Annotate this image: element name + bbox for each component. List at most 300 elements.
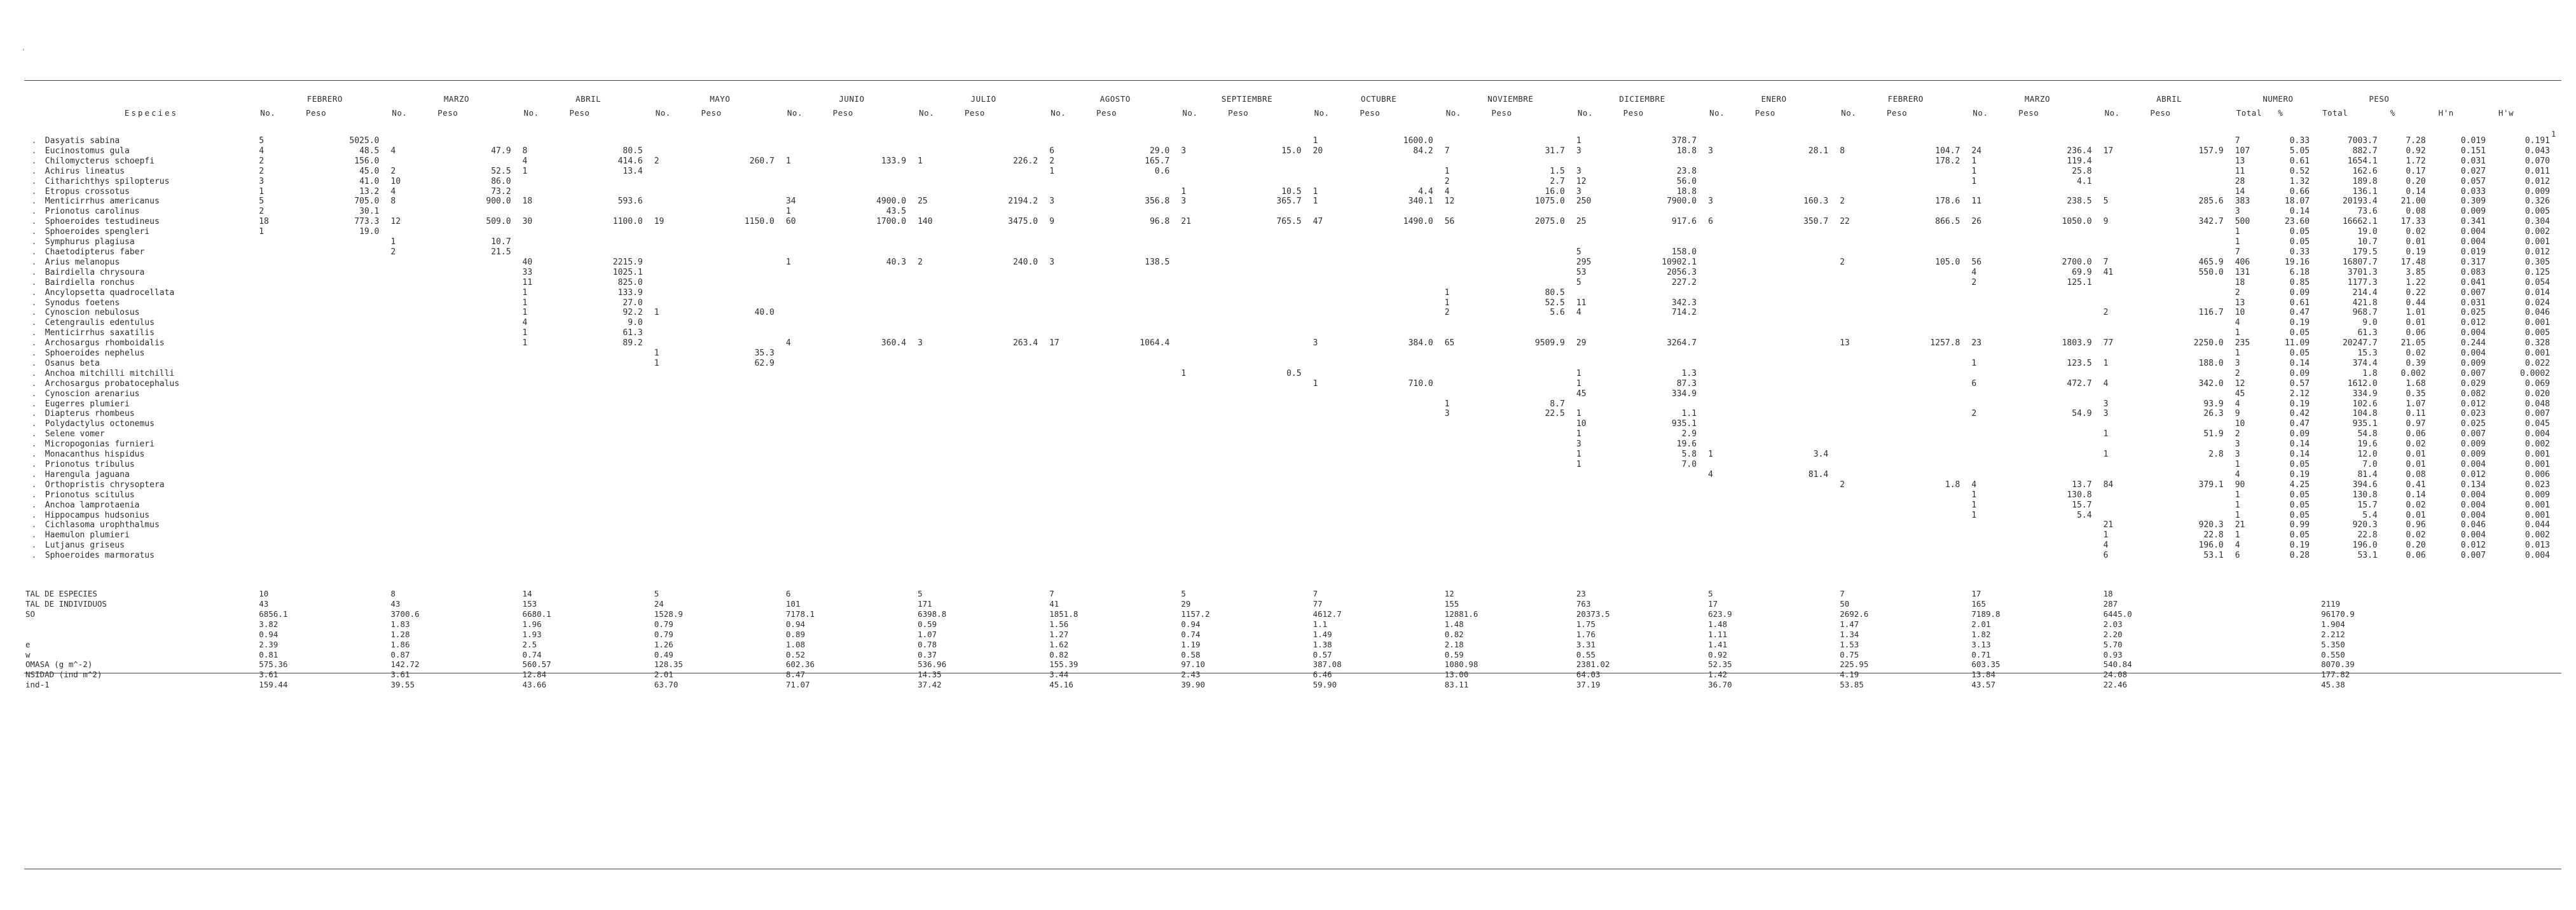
- total-weight: 19.6: [2357, 439, 2378, 450]
- month-count: [1313, 227, 1359, 237]
- month-weight: 188.0: [2198, 358, 2224, 368]
- month-weight: [1885, 460, 1971, 470]
- month-weight: [436, 136, 522, 146]
- summary-value: 12881.6: [1444, 609, 1478, 619]
- month-weight: [1885, 136, 1971, 146]
- month-weight: [436, 460, 522, 470]
- hn-value: 0.025: [2460, 419, 2486, 429]
- month-weight: [1227, 237, 1312, 247]
- month-count: 8: [390, 196, 396, 207]
- month-count: [1708, 288, 1754, 298]
- month-count: 1: [654, 348, 659, 359]
- month-weight: [700, 460, 786, 470]
- species-name: Prionotus carolinus: [45, 207, 140, 217]
- hn-value: 0.007: [2460, 368, 2486, 378]
- month-count: 17: [1049, 338, 1059, 348]
- month-weight: 227.2: [1671, 277, 1697, 287]
- row-bullet: .: [31, 469, 37, 479]
- month-count: [523, 490, 568, 500]
- month-count: 19: [654, 217, 665, 227]
- weight-percent: 0.02: [2406, 227, 2426, 237]
- month-count: [259, 409, 305, 419]
- summary-value: 0.82: [1049, 649, 1069, 659]
- month-count: [1840, 439, 1885, 450]
- summary-value: 2.43: [1181, 670, 1201, 680]
- month-count: [1181, 177, 1227, 187]
- month-count: [918, 460, 963, 470]
- summary-row: [24, 619, 2561, 630]
- summary-value: 1.34: [1840, 629, 1859, 639]
- month-count: [786, 298, 832, 308]
- month-count: [1445, 258, 1491, 268]
- month-count: 4: [785, 338, 791, 348]
- row-bullet: .: [31, 490, 37, 500]
- month-weight: 53.1: [2203, 551, 2224, 561]
- month-weight: [832, 227, 918, 237]
- month-weight: [832, 328, 918, 338]
- month-weight: [963, 298, 1049, 308]
- month-weight: 465.9: [2198, 257, 2224, 267]
- month-count: [1313, 369, 1359, 379]
- total-weight: 15.3: [2357, 348, 2378, 359]
- hn-value: 0.012: [2460, 541, 2486, 551]
- month-count: [259, 470, 305, 480]
- month-count: [1840, 237, 1885, 247]
- month-count: [1313, 268, 1359, 278]
- total-count: 12: [2235, 378, 2245, 389]
- month-count: [523, 470, 568, 480]
- month-weight: [700, 409, 786, 419]
- month-count: [523, 419, 568, 429]
- month-weight: [832, 409, 918, 419]
- month-weight: [436, 379, 522, 389]
- hn-value: 0.025: [2460, 308, 2486, 318]
- month-count: [918, 177, 963, 187]
- month-count: [390, 298, 436, 308]
- weight-percent: 0.01: [2406, 510, 2426, 520]
- month-weight: 263.4: [1013, 338, 1038, 348]
- month-count: 3: [2103, 399, 2109, 409]
- summary-spacer: [2437, 599, 2561, 609]
- total-weight: 5.4: [2362, 510, 2378, 520]
- month-weight: [2149, 207, 2235, 217]
- total-weight: 334.9: [2352, 389, 2378, 399]
- month-weight: [1885, 207, 1971, 217]
- month-weight: [436, 500, 522, 511]
- month-weight: [436, 318, 522, 328]
- month-weight: 2700.0: [2062, 257, 2092, 267]
- month-count: [1181, 480, 1227, 490]
- hn-value: 0.027: [2460, 166, 2486, 176]
- month-count: [1840, 227, 1885, 237]
- hn-value: 0.317: [2460, 257, 2486, 267]
- month-weight: [1885, 541, 1971, 551]
- month-count: [1971, 348, 2017, 359]
- month-weight: [1227, 490, 1312, 500]
- month-weight: [832, 399, 918, 410]
- summary-value: 97.10: [1181, 659, 1206, 670]
- total-weight: 15.7: [2357, 500, 2378, 510]
- month-count: [1181, 278, 1227, 288]
- summary-value: 0.94: [1181, 619, 1201, 629]
- month-weight: 45.0: [359, 166, 380, 176]
- no-column-header: No.: [1973, 108, 1988, 118]
- month-weight: [1885, 177, 1971, 187]
- month-count: [1840, 500, 1885, 511]
- month-count: [1840, 460, 1885, 470]
- species-name: Chilomycterus schoepfi: [45, 156, 155, 166]
- total-count: 7: [2235, 247, 2240, 257]
- month-count: [390, 470, 436, 480]
- month-weight: [1754, 379, 1840, 389]
- total-weight: 20247.7: [2342, 338, 2378, 348]
- summary-value: 3.44: [1049, 670, 1069, 680]
- month-weight: [1754, 530, 1840, 541]
- month-count: [390, 480, 436, 490]
- month-weight: [1754, 136, 1840, 146]
- total-count: 11: [2235, 166, 2245, 176]
- month-count: [918, 429, 963, 439]
- hw-value: 0.020: [2524, 389, 2550, 399]
- month-count: 1: [654, 308, 659, 318]
- month-weight: [700, 338, 786, 348]
- month-weight: [1491, 520, 1576, 530]
- month-header: ABRIL: [2156, 94, 2182, 104]
- month-header-row: [24, 90, 2561, 104]
- month-weight: 40.3: [886, 257, 907, 267]
- month-count: 1: [1971, 510, 1977, 520]
- species-row: [24, 450, 2561, 460]
- month-weight: 285.6: [2198, 196, 2224, 207]
- summary-value: 10: [259, 589, 269, 599]
- month-count: 34: [785, 196, 796, 207]
- month-weight: [436, 156, 522, 167]
- species-name: Anchoa lamprotaenia: [45, 500, 140, 510]
- month-weight: [832, 288, 918, 298]
- no-column-header: No.: [1709, 108, 1725, 118]
- species-name: Cynoscion nebulosus: [45, 308, 140, 318]
- month-weight: [700, 429, 786, 439]
- month-count: [1181, 520, 1227, 530]
- month-count: [1576, 480, 1622, 490]
- month-count: [1445, 541, 1491, 551]
- month-weight: [1095, 379, 1181, 389]
- month-weight: [1358, 500, 1444, 511]
- total-weight: 16662.1: [2342, 217, 2378, 227]
- count-percent: 0.66: [2289, 186, 2310, 196]
- month-weight: [700, 530, 786, 541]
- month-count: [786, 530, 832, 541]
- month-weight: [1754, 308, 1840, 318]
- summary-value: 1.75: [1576, 619, 1595, 629]
- month-count: [523, 227, 568, 237]
- month-weight: [1095, 298, 1181, 308]
- month-count: 2: [259, 207, 265, 217]
- month-weight: 2.8: [2208, 450, 2224, 460]
- total-count: 28: [2235, 176, 2245, 186]
- month-weight: [1491, 258, 1576, 268]
- peso-column-header: Peso: [1491, 108, 1512, 118]
- month-count: 8: [522, 146, 528, 156]
- month-weight: [1358, 258, 1444, 268]
- month-count: [786, 429, 832, 439]
- summary-spacer: [2235, 680, 2321, 690]
- month-weight: [568, 237, 654, 247]
- month-weight: 21.5: [491, 247, 511, 257]
- month-weight: [832, 146, 918, 156]
- month-count: 1: [2103, 358, 2109, 368]
- month-weight: [2149, 470, 2235, 480]
- month-weight: 4.4: [1418, 186, 1433, 196]
- summary-value: 1.96: [522, 619, 542, 629]
- count-percent: 0.19: [2289, 399, 2310, 409]
- summary-spacer: [2235, 609, 2321, 619]
- month-count: 53: [1576, 267, 1587, 277]
- no-column-header: No.: [655, 108, 671, 118]
- summary-row: [24, 659, 2561, 670]
- total-weight: 7.0: [2362, 460, 2378, 469]
- month-weight: [963, 520, 1049, 530]
- month-count: [390, 207, 436, 217]
- month-header: FEBRERO: [307, 94, 343, 104]
- month-count: [1313, 490, 1359, 500]
- summary-value: 29: [1181, 598, 1191, 609]
- month-weight: 40.0: [754, 308, 775, 318]
- species-name: Archosargus probatocephalus: [45, 378, 180, 389]
- species-name: Micropogonias furnieri: [45, 439, 155, 450]
- month-count: [1181, 288, 1227, 298]
- month-weight: [700, 500, 786, 511]
- peso-column-header: Peso: [1360, 108, 1381, 118]
- no-column-header: No.: [787, 108, 802, 118]
- month-weight: [436, 470, 522, 480]
- month-weight: [1885, 268, 1971, 278]
- month-count: [390, 359, 436, 369]
- month-count: [918, 439, 963, 450]
- month-weight: [963, 429, 1049, 439]
- month-weight: [305, 348, 390, 359]
- month-weight: [1227, 156, 1312, 167]
- month-weight: [700, 511, 786, 521]
- month-weight: [1754, 369, 1840, 379]
- month-weight: [1885, 288, 1971, 298]
- weight-percent: 0.14: [2406, 186, 2426, 196]
- month-weight: [568, 450, 654, 460]
- month-count: [786, 389, 832, 399]
- month-weight: [700, 167, 786, 177]
- month-weight: [2017, 470, 2103, 480]
- weight-percent: 1.68: [2406, 378, 2426, 389]
- month-weight: [700, 369, 786, 379]
- month-count: [654, 500, 700, 511]
- month-weight: [1358, 409, 1444, 419]
- month-count: [918, 278, 963, 288]
- total-weight: 130.8: [2352, 490, 2378, 500]
- species-name: Eucinostomus gula: [45, 146, 130, 156]
- hn-value: 0.009: [2460, 207, 2486, 217]
- month-count: [523, 460, 568, 470]
- month-weight: 13.7: [2072, 479, 2092, 490]
- row-bullet: .: [31, 136, 37, 146]
- species-row: [24, 530, 2561, 541]
- no-column-header: No.: [1445, 108, 1461, 118]
- month-count: [1840, 136, 1885, 146]
- month-count: [1576, 318, 1622, 328]
- month-weight: 18.8: [1676, 146, 1697, 156]
- month-count: [523, 409, 568, 419]
- month-count: [918, 551, 963, 561]
- peso-column-header: Peso: [1096, 108, 1117, 118]
- hw-value: 0.011: [2524, 166, 2550, 176]
- month-weight: [1754, 338, 1840, 348]
- peso-column-header: Peso: [437, 108, 458, 118]
- month-count: [1971, 520, 2017, 530]
- month-weight: [436, 520, 522, 530]
- summary-value: 0.79: [654, 619, 673, 629]
- month-count: [390, 318, 436, 328]
- month-count: [654, 379, 700, 389]
- month-weight: [1491, 419, 1576, 429]
- summary-value: 540.84: [2103, 659, 2132, 670]
- month-weight: [1227, 541, 1312, 551]
- summary-value: 45.16: [1049, 680, 1073, 690]
- month-weight: 29.0: [1150, 146, 1170, 156]
- month-header: AGOSTO: [1099, 94, 1131, 104]
- month-weight: [2017, 227, 2103, 237]
- summary-row: [24, 650, 2561, 660]
- month-weight: [305, 359, 390, 369]
- summary-value: 1080.98: [1444, 659, 1478, 670]
- month-weight: [1885, 318, 1971, 328]
- total-weight: 81.4: [2357, 469, 2378, 479]
- month-count: [786, 328, 832, 338]
- month-count: [259, 369, 305, 379]
- month-weight: [1491, 227, 1576, 237]
- month-weight: [1227, 136, 1312, 146]
- month-weight: [2017, 348, 2103, 359]
- month-count: [1049, 298, 1095, 308]
- month-weight: 56.0: [1676, 176, 1697, 186]
- month-weight: [2017, 460, 2103, 470]
- month-weight: [1227, 348, 1312, 359]
- month-count: 2: [1049, 156, 1055, 166]
- month-weight: [568, 136, 654, 146]
- species-name: Bairdiella ronchus: [45, 277, 135, 287]
- month-count: 1: [1444, 298, 1450, 308]
- species-name: Etropus crossotus: [45, 186, 130, 196]
- month-weight: [1095, 429, 1181, 439]
- month-weight: [1358, 318, 1444, 328]
- month-count: [259, 511, 305, 521]
- summary-total: [2321, 589, 2437, 599]
- total-weight: 1612.0: [2347, 378, 2378, 389]
- month-count: [1708, 511, 1754, 521]
- month-weight: [1622, 359, 1708, 369]
- month-weight: [436, 328, 522, 338]
- top-rule: [24, 80, 2561, 81]
- month-weight: [305, 419, 390, 429]
- month-weight: 714.2: [1671, 308, 1697, 318]
- summary-value: 71.07: [785, 680, 810, 690]
- month-weight: [1622, 207, 1708, 217]
- month-weight: [568, 480, 654, 490]
- row-bullet: .: [31, 257, 37, 267]
- weight-percent: 0.92: [2406, 146, 2426, 156]
- month-count: [1049, 460, 1095, 470]
- month-count: [390, 308, 436, 318]
- month-weight: [1095, 328, 1181, 338]
- month-count: [1708, 156, 1754, 167]
- month-count: [1049, 278, 1095, 288]
- month-count: [1576, 541, 1622, 551]
- month-count: [786, 541, 832, 551]
- month-count: 2: [2103, 308, 2109, 318]
- month-weight: [2149, 177, 2235, 187]
- month-count: [1971, 429, 2017, 439]
- hn-value: 0.134: [2460, 479, 2486, 490]
- month-weight: [700, 520, 786, 530]
- month-count: [1313, 460, 1359, 470]
- month-count: [1840, 490, 1885, 500]
- summary-value: 5: [918, 589, 923, 599]
- month-weight: [305, 520, 390, 530]
- month-count: [2104, 278, 2149, 288]
- summary-spacer: [2235, 659, 2321, 670]
- weight-percent: 1.22: [2406, 277, 2426, 287]
- month-count: 1: [1312, 186, 1318, 196]
- month-weight: 0.6: [1154, 166, 1170, 176]
- month-count: [918, 359, 963, 369]
- summary-value: 575.36: [259, 659, 288, 670]
- month-weight: 356.8: [1145, 196, 1170, 207]
- row-bullet: .: [31, 409, 37, 419]
- month-count: [654, 318, 700, 328]
- species-row: [24, 359, 2561, 369]
- month-weight: [305, 288, 390, 298]
- month-weight: 342.3: [1671, 298, 1697, 308]
- peso-column-header: Peso: [1754, 108, 1775, 118]
- month-weight: [1754, 348, 1840, 359]
- month-count: [1181, 409, 1227, 419]
- month-count: 4: [1971, 267, 1977, 277]
- month-count: [1971, 237, 2017, 247]
- month-count: [1445, 328, 1491, 338]
- month-count: [1708, 409, 1754, 419]
- total-count: 2: [2235, 287, 2240, 298]
- month-count: [786, 480, 832, 490]
- month-weight: [963, 136, 1049, 146]
- summary-total: 45.38: [2321, 680, 2345, 690]
- month-count: [390, 338, 436, 348]
- month-weight: [1095, 187, 1181, 197]
- month-count: [918, 480, 963, 490]
- row-bullet: .: [31, 318, 37, 328]
- month-weight: [963, 409, 1049, 419]
- summary-value: 5: [654, 589, 659, 599]
- month-count: [259, 359, 305, 369]
- hw-value: 0.004: [2524, 551, 2550, 561]
- month-count: 12: [1576, 176, 1587, 186]
- peso-column-header: Peso: [1887, 108, 1908, 118]
- month-weight: [1095, 288, 1181, 298]
- peso-column-header: Peso: [1228, 108, 1249, 118]
- summary-value: 13.00: [1444, 670, 1469, 680]
- month-count: [1445, 490, 1491, 500]
- hn-value: 0.009: [2460, 439, 2486, 450]
- month-count: [1049, 359, 1095, 369]
- month-weight: [1227, 328, 1312, 338]
- hn-value: 0.019: [2460, 136, 2486, 146]
